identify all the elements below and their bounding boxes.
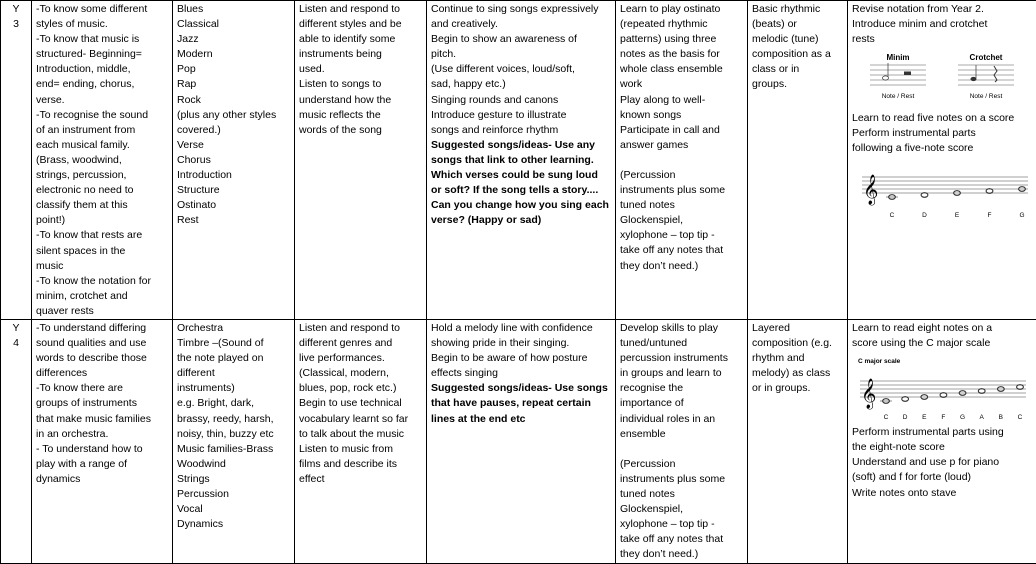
text-line: effect (299, 472, 422, 487)
text-line: they don’t need.) (620, 259, 743, 274)
text-line: ensemble (620, 427, 743, 442)
text-line: (Brass, woodwind, (36, 153, 168, 168)
text-line: Classical (177, 17, 290, 32)
note-letter-label: C (1018, 414, 1023, 419)
text-line: pitch. (431, 47, 611, 62)
text-line: strings, percussion, (36, 168, 168, 183)
note-letter-label: F (941, 414, 945, 419)
note-letter-label: G (960, 414, 965, 419)
text-line: Singing rounds and canons (431, 93, 611, 108)
note-letter-label: E (922, 414, 927, 419)
text-line: electronic no need to (36, 183, 168, 198)
year-label-y: Y (1, 2, 31, 17)
text-line: silent spaces in the (36, 244, 168, 259)
text-line: songs that link to other learning. (431, 153, 611, 168)
text-line: effects singing (431, 366, 611, 381)
text-line: understand how the (299, 93, 422, 108)
year-4-row (1, 319, 1036, 563)
crotchet-note-rest-caption: Note / Rest (970, 93, 1003, 100)
text-line: brassy, reedy, harsh, (177, 412, 290, 427)
text-line: Continue to sing songs expressively (431, 2, 611, 17)
minim-note-icon (883, 76, 889, 80)
treble-clef-icon: 𝄞 (863, 174, 878, 206)
text-line: xylophone – top tip - (620, 517, 743, 532)
text-line: showing pride in their singing. (431, 336, 611, 351)
text-line: rests (852, 32, 1032, 47)
text-line: Learn to read five notes on a score (852, 111, 1032, 126)
minim-crotchet-rest-diagram (858, 51, 1028, 103)
text-line: take off any notes that (620, 243, 743, 258)
text-line: words of the song (299, 123, 422, 138)
text-line: melodic (tune) (752, 32, 843, 47)
text-line: verse. (36, 93, 168, 108)
year-label-number: 4 (1, 336, 31, 351)
composing-cell (748, 1, 848, 320)
year-label-y: Y (1, 321, 31, 336)
text-line: (soft) and f for forte (loud) (852, 470, 1032, 485)
text-line: the note played on (177, 351, 290, 366)
text-line: score using the C major scale (852, 336, 1032, 351)
whole-note-icon (940, 393, 947, 398)
text-line: vocabulary learnt so far (299, 412, 422, 427)
composing-cell (748, 319, 848, 563)
crotchet-note-icon (971, 77, 977, 81)
text-line: Introduction, middle, (36, 62, 168, 77)
text-line: differences (36, 366, 168, 381)
text-line: Dynamics (177, 517, 290, 532)
text-line: Begin to use technical (299, 396, 422, 411)
text-line: Pop (177, 62, 290, 77)
c-major-scale-staff (854, 355, 1032, 419)
text-line: point!) (36, 213, 168, 228)
text-line: -To understand differing (36, 321, 168, 336)
text-line: individual roles in an (620, 412, 743, 427)
text-line: Basic rhythmic (752, 2, 843, 17)
text-line: Understand and use p for piano (852, 455, 1032, 470)
text-line: composition (e.g. (752, 336, 843, 351)
year-cell (1, 319, 32, 563)
playing-cell (616, 1, 748, 320)
text-line: Structure (177, 183, 290, 198)
text-line: that have pauses, repeat certain (431, 396, 611, 411)
listening-cell (295, 1, 427, 320)
text-line: Rest (177, 213, 290, 228)
text-line: groups of instruments (36, 396, 168, 411)
text-line: the eight-note score (852, 440, 1032, 455)
text-line: Woodwind (177, 457, 290, 472)
text-line: and creatively. (431, 17, 611, 32)
treble-clef-icon: 𝄞 (861, 378, 876, 410)
note-letter-label: E (955, 212, 960, 219)
text-line: Perform instrumental parts using (852, 425, 1032, 440)
vocabulary-cell (173, 319, 295, 563)
knowledge-cell (32, 1, 173, 320)
text-line: take off any notes that (620, 532, 743, 547)
text-line: Write notes onto stave (852, 486, 1032, 501)
year-3-row (1, 1, 1036, 320)
text-line: Blues (177, 2, 290, 17)
text-line: words to describe those (36, 351, 168, 366)
text-line: tuned notes (620, 487, 743, 502)
text-line: Develop skills to play (620, 321, 743, 336)
text-line: in an orchestra. (36, 427, 168, 442)
five-note-staff (856, 163, 1034, 219)
text-line: verse? (Happy or sad) (431, 213, 611, 228)
text-line: Participate in call and (620, 123, 743, 138)
text-line: (Use different voices, loud/soft, (431, 62, 611, 77)
text-line: able to identify some (299, 32, 422, 47)
whole-note-icon (1017, 385, 1024, 390)
text-line: different (177, 366, 290, 381)
text-line: -To know the notation for (36, 274, 168, 289)
text-line: Can you change how you sing each (431, 198, 611, 213)
text-line: Glockenspiel, (620, 213, 743, 228)
whole-note-icon (921, 192, 928, 197)
listening-cell (295, 319, 427, 563)
text-line: tuned/untuned (620, 336, 743, 351)
note-letter-label: D (922, 212, 927, 219)
text-line: instruments) (177, 381, 290, 396)
text-line: Music families-Brass (177, 442, 290, 457)
text-line: Listen to music from (299, 442, 422, 457)
text-line: classify them at this (36, 198, 168, 213)
text-line: sad, happy etc.) (431, 77, 611, 92)
playing-cell (616, 319, 748, 563)
text-line: Hold a melody line with confidence (431, 321, 611, 336)
text-line: patterns) using three (620, 32, 743, 47)
text-line: to talk about the music (299, 427, 422, 442)
text-line: -To know that music is (36, 32, 168, 47)
text-line: Introduction (177, 168, 290, 183)
text-line: (beats) or (752, 17, 843, 32)
text-line: tuned notes (620, 198, 743, 213)
text-line: Perform instrumental parts (852, 126, 1032, 141)
minim-label: Minim (886, 53, 909, 62)
text-line: Begin to show an awareness of (431, 32, 611, 47)
notation-cell (848, 319, 1036, 563)
text-line: Listen to songs to (299, 77, 422, 92)
text-line: minim, crotchet and (36, 289, 168, 304)
note-letter-label: F (988, 212, 992, 219)
text-line: -To know there are (36, 381, 168, 396)
text-line: whole class ensemble (620, 62, 743, 77)
text-line: notes as the basis for (620, 47, 743, 62)
text-line: known songs (620, 108, 743, 123)
text-line: Layered (752, 321, 843, 336)
text-line: (Classical, modern, (299, 366, 422, 381)
text-line: instruments being (299, 47, 422, 62)
text-line: Rock (177, 93, 290, 108)
note-letter-label: A (980, 414, 985, 419)
knowledge-cell (32, 319, 173, 563)
text-line: or soft? If the song tells a story.... (431, 183, 611, 198)
text-line: or in groups. (752, 381, 843, 396)
singing-cell (427, 319, 616, 563)
text-line: Learn to play ostinato (620, 2, 743, 17)
text-line: Ostinato (177, 198, 290, 213)
text-line: structured- Beginning= (36, 47, 168, 62)
text-line: Play along to well- (620, 93, 743, 108)
text-line: songs and reinforce rhythm (431, 123, 611, 138)
year-cell (1, 1, 32, 320)
note-letter-label: G (1019, 212, 1024, 219)
year-label-number: 3 (1, 17, 31, 32)
text-line: blues, pop, rock etc.) (299, 381, 422, 396)
text-line: Jazz (177, 32, 290, 47)
singing-cell (427, 1, 616, 320)
text-line: groups. (752, 77, 843, 92)
text-line: -To know that rests are (36, 228, 168, 243)
text-line: Modern (177, 47, 290, 62)
text-line: Rap (177, 77, 290, 92)
text-line: recognise the (620, 381, 743, 396)
text-line: different styles and be (299, 17, 422, 32)
crotchet-label: Crotchet (970, 53, 1003, 62)
text-line: (Percussion (620, 168, 743, 183)
text-line: Percussion (177, 487, 290, 502)
text-line: different genres and (299, 336, 422, 351)
text-line: styles of music. (36, 17, 168, 32)
text-line: answer games (620, 138, 743, 153)
text-line: following a five-note score (852, 141, 1032, 156)
text-line: Orchestra (177, 321, 290, 336)
text-line: of an instrument from (36, 123, 168, 138)
note-letter-label: C (890, 212, 895, 219)
text-line: noisy, thin, buzzy etc (177, 427, 290, 442)
text-line: Strings (177, 472, 290, 487)
text-line: covered.) (177, 123, 290, 138)
text-line: Introduce minim and crotchet (852, 17, 1032, 32)
text-line: class or in (752, 62, 843, 77)
text-line: Vocal (177, 502, 290, 517)
text-line: in groups and learn to (620, 366, 743, 381)
text-line: - To understand how to (36, 442, 168, 457)
crotchet-rest-icon (994, 66, 997, 82)
text-line: music (36, 259, 168, 274)
text-line: Glockenspiel, (620, 502, 743, 517)
text-line: lines at the end etc (431, 412, 611, 427)
text-line: rhythm and (752, 351, 843, 366)
text-line: live performances. (299, 351, 422, 366)
scale-title: C major scale (858, 358, 901, 365)
text-line: (plus any other styles (177, 108, 290, 123)
text-line: e.g. Bright, dark, (177, 396, 290, 411)
text-line: that make music families (36, 412, 168, 427)
text-line: Listen and respond to (299, 2, 422, 17)
text-line: Begin to be aware of how posture (431, 351, 611, 366)
text-line: percussion instruments (620, 351, 743, 366)
note-letter-label: B (999, 414, 1003, 419)
text-line: sound qualities and use (36, 336, 168, 351)
text-line: Suggested songs/ideas- Use songs (431, 381, 611, 396)
text-line: melody) as class (752, 366, 843, 381)
text-line: instruments plus some (620, 472, 743, 487)
note-letter-label: C (884, 414, 889, 419)
minim-rest-icon (904, 72, 911, 76)
text-line: they don’t need.) (620, 547, 743, 562)
text-line: music reflects the (299, 108, 422, 123)
text-line: Listen and respond to (299, 321, 422, 336)
text-line: Timbre –(Sound of (177, 336, 290, 351)
whole-note-icon (978, 389, 985, 394)
text-line: xylophone – top tip - (620, 228, 743, 243)
text-line: Which verses could be sung loud (431, 168, 611, 183)
note-letter-label: D (903, 414, 908, 419)
text-line: end= ending, chorus, (36, 77, 168, 92)
text-line: Learn to read eight notes on a (852, 321, 1032, 336)
whole-note-icon (902, 397, 909, 402)
text-line: each musical family. (36, 138, 168, 153)
vocabulary-cell (173, 1, 295, 320)
text-line: instruments plus some (620, 183, 743, 198)
text-line: -To know some different (36, 2, 168, 17)
text-line: used. (299, 62, 422, 77)
whole-note-icon (986, 188, 993, 193)
text-line: dynamics (36, 472, 168, 487)
text-line: importance of (620, 396, 743, 411)
text-line: composition as a (752, 47, 843, 62)
text-line: work (620, 77, 743, 92)
minim-note-rest-caption: Note / Rest (882, 93, 915, 100)
text-line: Chorus (177, 153, 290, 168)
notation-cell (848, 1, 1036, 320)
text-line: films and describe its (299, 457, 422, 472)
text-line: Verse (177, 138, 290, 153)
text-line: -To recognise the sound (36, 108, 168, 123)
text-line: play with a range of (36, 457, 168, 472)
text-line: quaver rests (36, 304, 168, 319)
text-line: Suggested songs/ideas- Use any (431, 138, 611, 153)
text-line: (repeated rhythmic (620, 17, 743, 32)
text-line: Introduce gesture to illustrate (431, 108, 611, 123)
text-line: Revise notation from Year 2. (852, 2, 1032, 17)
text-line: (Percussion (620, 457, 743, 472)
